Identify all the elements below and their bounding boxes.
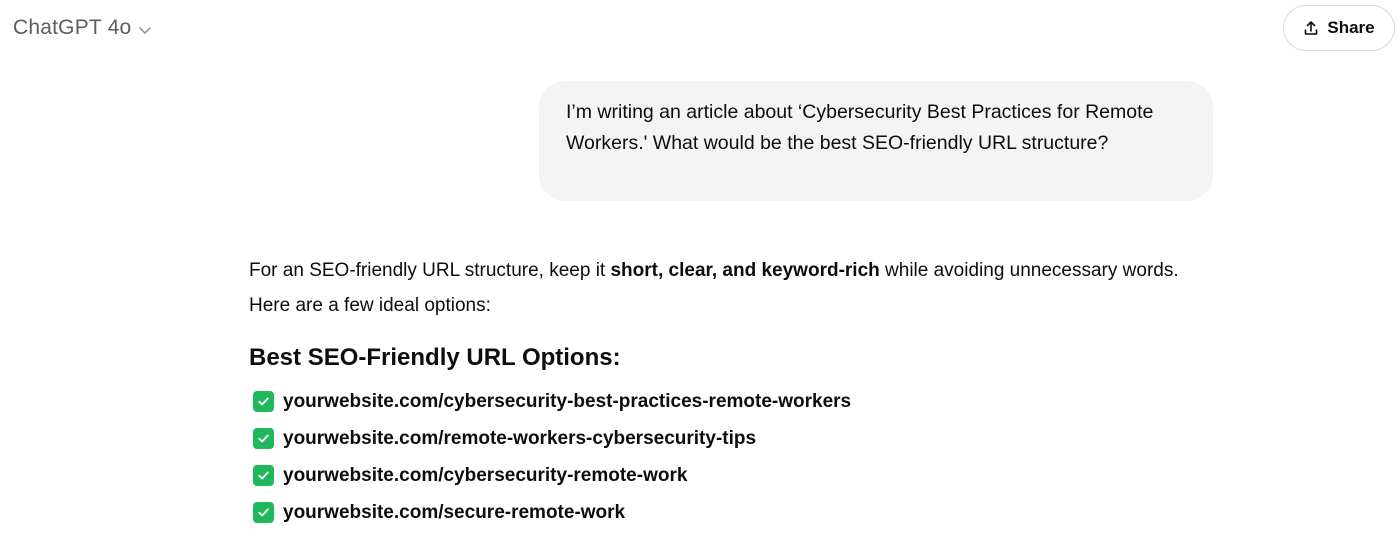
section-heading: Best SEO-Friendly URL Options: — [249, 344, 621, 371]
intro-bold-text: short, clear, and keyword-rich — [610, 260, 880, 281]
list-item — [249, 383, 1209, 420]
url-text: yourwebsite.com/remote-workers-cybersecurity-tips — [283, 427, 757, 449]
check-box-icon — [253, 502, 274, 523]
share-upload-icon — [1303, 20, 1319, 36]
intro-text-start: For an SEO-friendly URL structure, keep it — [249, 260, 611, 281]
list-item — [249, 494, 1209, 531]
list-item — [249, 420, 1209, 457]
user-message-text: I’m writing an article about ‘Cybersecurity Best Practices for Remote Workers.' What would be the best SEO-friendly URL structure? — [566, 101, 1154, 154]
user-message-bubble — [539, 81, 1213, 201]
model-name: ChatGPT 4o — [13, 16, 132, 39]
share-button[interactable] — [1283, 5, 1395, 51]
chevron-down-icon — [137, 20, 153, 36]
share-label: Share — [1327, 18, 1375, 37]
model-switcher-button[interactable] — [13, 16, 153, 40]
url-text: yourwebsite.com/cybersecurity-remote-work — [283, 464, 688, 486]
assistant-intro — [249, 253, 1209, 323]
list-item — [249, 457, 1209, 494]
url-text: yourwebsite.com/secure-remote-work — [283, 501, 626, 523]
assistant-message — [249, 253, 1209, 531]
check-box-icon — [253, 465, 274, 486]
check-box-icon — [253, 391, 274, 412]
url-options-list — [249, 383, 1209, 531]
url-text: yourwebsite.com/cybersecurity-best-practices-remote-workers — [283, 390, 852, 412]
check-box-icon — [253, 428, 274, 449]
intro-text-end: while avoiding unnecessary words. Here are a few ideal options: — [249, 260, 1179, 316]
